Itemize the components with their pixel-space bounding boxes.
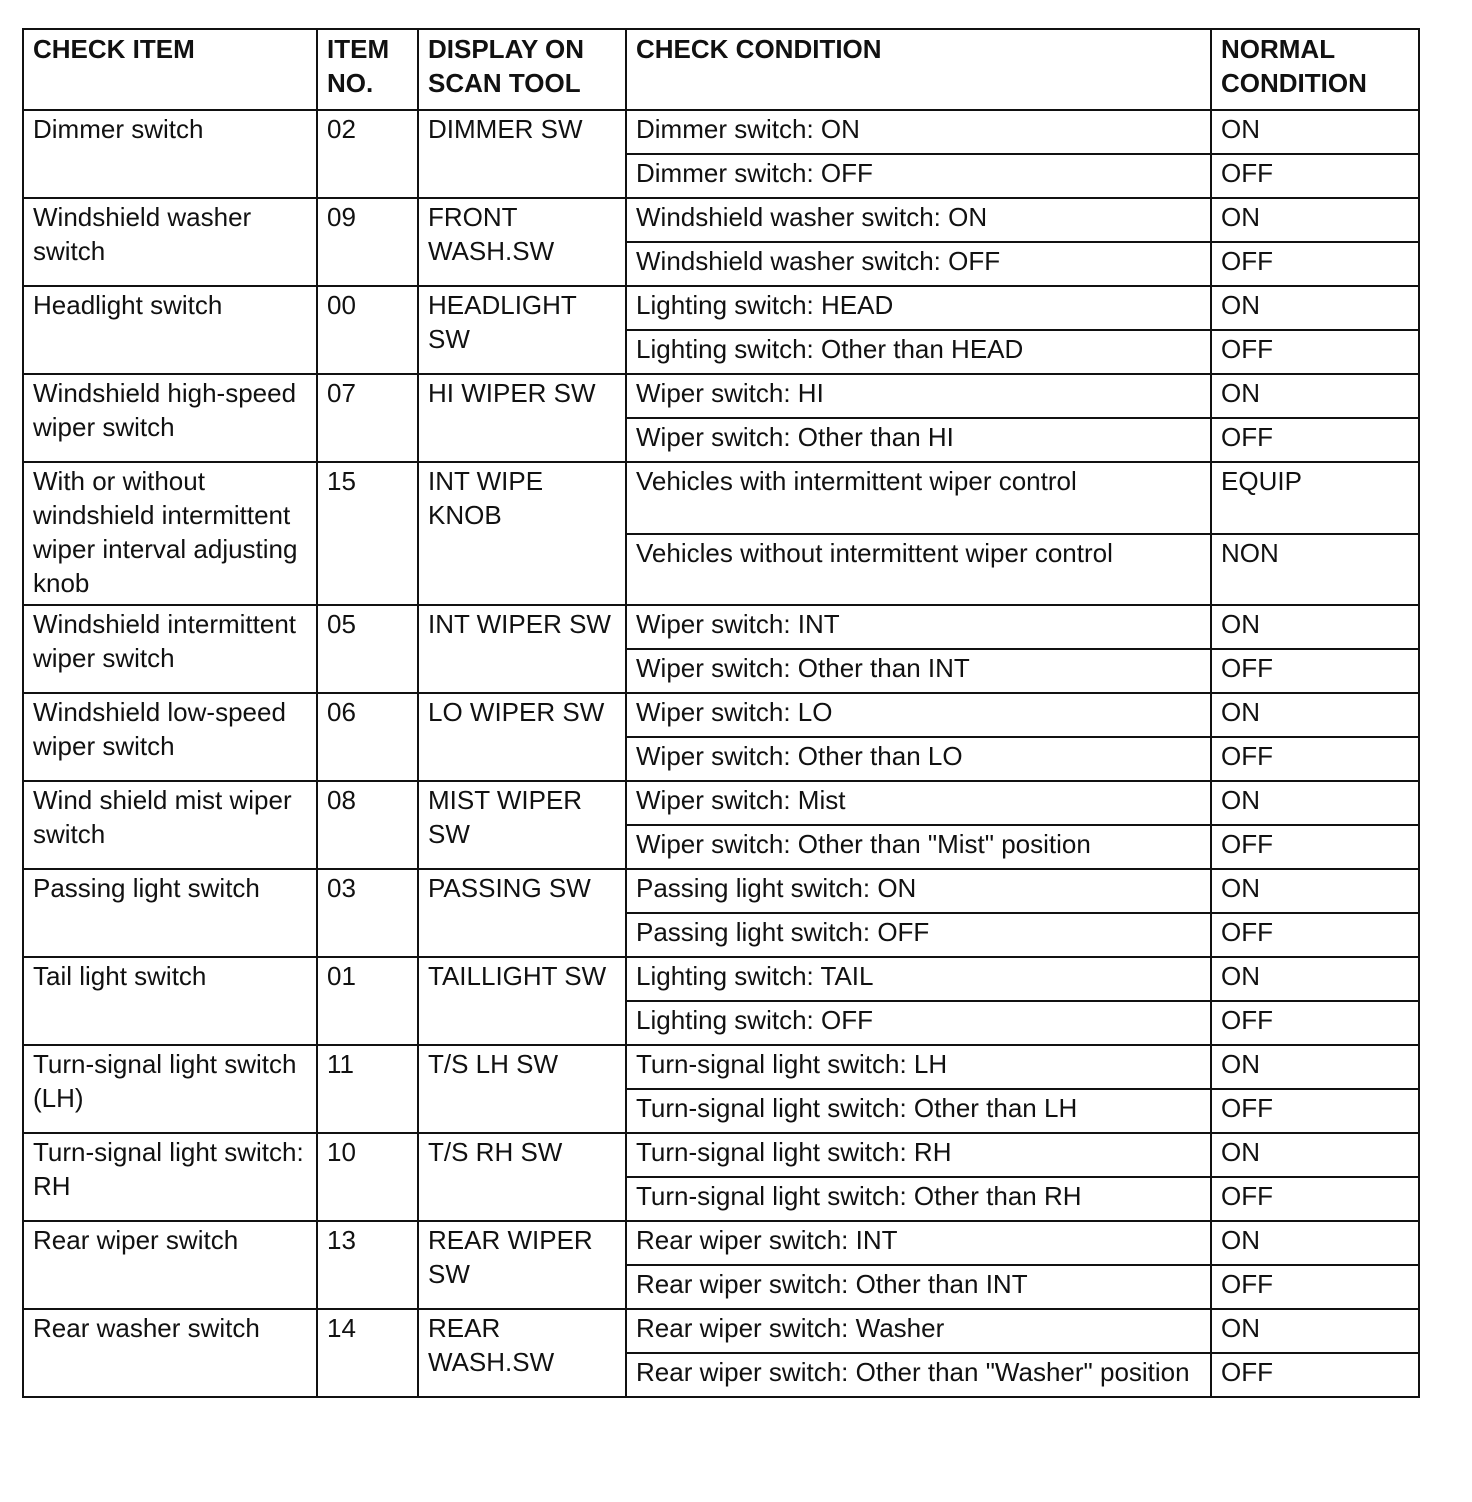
- table-row: [23, 110, 1419, 154]
- check-condition-cell: Wiper switch: LO: [626, 693, 1211, 737]
- check-condition-cell: Windshield washer switch: OFF: [626, 242, 1211, 286]
- check-condition-cell: Wiper switch: Other than INT: [626, 649, 1211, 693]
- table-row: [23, 957, 1419, 1001]
- item-no-cell: 06: [317, 693, 418, 781]
- normal-condition-cell: ON: [1211, 957, 1419, 1001]
- normal-condition-cell: OFF: [1211, 649, 1419, 693]
- check-item-cell: Headlight switch: [23, 286, 317, 374]
- display-cell: HEADLIGHT SW: [418, 286, 626, 374]
- display-cell: MIST WIPER SW: [418, 781, 626, 869]
- check-condition-cell: Turn-signal light switch: LH: [626, 1045, 1211, 1089]
- check-condition-cell: Dimmer switch: ON: [626, 110, 1211, 154]
- item-no-cell: 09: [317, 198, 418, 286]
- check-item-cell: Windshield washer switch: [23, 198, 317, 286]
- normal-condition-cell: OFF: [1211, 1265, 1419, 1309]
- normal-condition-cell: ON: [1211, 198, 1419, 242]
- header-display-on-scan-tool: DISPLAY ON SCAN TOOL: [418, 29, 626, 110]
- display-cell: DIMMER SW: [418, 110, 626, 198]
- table-row: [23, 198, 1419, 242]
- check-condition-cell: Wiper switch: Other than HI: [626, 418, 1211, 462]
- check-condition-cell: Wiper switch: HI: [626, 374, 1211, 418]
- display-cell: HI WIPER SW: [418, 374, 626, 462]
- item-no-cell: 11: [317, 1045, 418, 1133]
- item-no-cell: 02: [317, 110, 418, 198]
- table-row: [23, 374, 1419, 418]
- check-item-cell: Turn-signal light switch: RH: [23, 1133, 317, 1221]
- display-cell: INT WIPER SW: [418, 605, 626, 693]
- header-check-condition: CHECK CONDITION: [626, 29, 1211, 110]
- check-condition-cell: Wiper switch: Other than LO: [626, 737, 1211, 781]
- table-row: [23, 1133, 1419, 1177]
- normal-condition-cell: OFF: [1211, 825, 1419, 869]
- item-no-cell: 13: [317, 1221, 418, 1309]
- normal-condition-cell: OFF: [1211, 1089, 1419, 1133]
- normal-condition-cell: ON: [1211, 1221, 1419, 1265]
- item-no-cell: 05: [317, 605, 418, 693]
- normal-condition-cell: ON: [1211, 605, 1419, 649]
- display-cell: PASSING SW: [418, 869, 626, 957]
- check-condition-cell: Turn-signal light switch: Other than RH: [626, 1177, 1211, 1221]
- item-no-cell: 08: [317, 781, 418, 869]
- header-normal-condition: NORMAL CONDITION: [1211, 29, 1419, 110]
- normal-condition-cell: ON: [1211, 1045, 1419, 1089]
- normal-condition-cell: OFF: [1211, 330, 1419, 374]
- table-row: [23, 781, 1419, 825]
- table-row: [23, 869, 1419, 913]
- check-condition-cell: Wiper switch: Mist: [626, 781, 1211, 825]
- display-cell: FRONT WASH.SW: [418, 198, 626, 286]
- item-no-cell: 00: [317, 286, 418, 374]
- check-condition-cell: Windshield washer switch: ON: [626, 198, 1211, 242]
- normal-condition-cell: ON: [1211, 1133, 1419, 1177]
- check-condition-cell: Passing light switch: OFF: [626, 913, 1211, 957]
- check-item-cell: Passing light switch: [23, 869, 317, 957]
- header-item-no: ITEM NO.: [317, 29, 418, 110]
- table-row: [23, 1045, 1419, 1089]
- normal-condition-cell: ON: [1211, 869, 1419, 913]
- check-condition-cell: Lighting switch: HEAD: [626, 286, 1211, 330]
- check-condition-cell: Turn-signal light switch: Other than LH: [626, 1089, 1211, 1133]
- display-cell: REAR WASH.SW: [418, 1309, 626, 1397]
- normal-condition-cell: OFF: [1211, 737, 1419, 781]
- check-condition-cell: Vehicles with intermittent wiper control: [626, 462, 1211, 534]
- normal-condition-cell: ON: [1211, 781, 1419, 825]
- check-condition-cell: Lighting switch: TAIL: [626, 957, 1211, 1001]
- check-item-cell: With or without windshield intermittent wiper interval adjusting knob: [23, 462, 317, 605]
- display-cell: T/S LH SW: [418, 1045, 626, 1133]
- check-item-cell: Windshield intermittent wiper switch: [23, 605, 317, 693]
- normal-condition-cell: EQUIP: [1211, 462, 1419, 534]
- check-item-cell: Rear washer switch: [23, 1309, 317, 1397]
- check-condition-cell: Vehicles without intermittent wiper control: [626, 534, 1211, 606]
- check-condition-cell: Lighting switch: OFF: [626, 1001, 1211, 1045]
- normal-condition-cell: NON: [1211, 534, 1419, 606]
- header-check-item: CHECK ITEM: [23, 29, 317, 110]
- check-item-cell: Rear wiper switch: [23, 1221, 317, 1309]
- normal-condition-cell: OFF: [1211, 242, 1419, 286]
- table-row: [23, 462, 1419, 534]
- item-no-cell: 01: [317, 957, 418, 1045]
- normal-condition-cell: OFF: [1211, 1353, 1419, 1397]
- table-row: [23, 1221, 1419, 1265]
- normal-condition-cell: OFF: [1211, 154, 1419, 198]
- check-condition-cell: Dimmer switch: OFF: [626, 154, 1211, 198]
- display-cell: LO WIPER SW: [418, 693, 626, 781]
- item-no-cell: 07: [317, 374, 418, 462]
- check-item-cell: Dimmer switch: [23, 110, 317, 198]
- item-no-cell: 15: [317, 462, 418, 605]
- item-no-cell: 10: [317, 1133, 418, 1221]
- display-cell: T/S RH SW: [418, 1133, 626, 1221]
- table-row: [23, 693, 1419, 737]
- normal-condition-cell: ON: [1211, 374, 1419, 418]
- normal-condition-cell: OFF: [1211, 1177, 1419, 1221]
- normal-condition-cell: OFF: [1211, 418, 1419, 462]
- check-item-cell: Wind shield mist wiper switch: [23, 781, 317, 869]
- normal-condition-cell: OFF: [1211, 913, 1419, 957]
- item-no-cell: 03: [317, 869, 418, 957]
- check-condition-cell: Rear wiper switch: Other than "Washer" position: [626, 1353, 1211, 1397]
- display-cell: REAR WIPER SW: [418, 1221, 626, 1309]
- display-cell: INT WIPE KNOB: [418, 462, 626, 605]
- check-condition-cell: Wiper switch: INT: [626, 605, 1211, 649]
- check-condition-cell: Rear wiper switch: INT: [626, 1221, 1211, 1265]
- check-condition-cell: Rear wiper switch: Washer: [626, 1309, 1211, 1353]
- check-condition-cell: Passing light switch: ON: [626, 869, 1211, 913]
- check-condition-cell: Wiper switch: Other than "Mist" position: [626, 825, 1211, 869]
- check-item-cell: Windshield low-speed wiper switch: [23, 693, 317, 781]
- normal-condition-cell: ON: [1211, 1309, 1419, 1353]
- check-item-cell: Turn-signal light switch (LH): [23, 1045, 317, 1133]
- display-cell: TAILLIGHT SW: [418, 957, 626, 1045]
- check-item-cell: Windshield high-speed wiper switch: [23, 374, 317, 462]
- normal-condition-cell: OFF: [1211, 1001, 1419, 1045]
- normal-condition-cell: ON: [1211, 693, 1419, 737]
- check-condition-cell: Turn-signal light switch: RH: [626, 1133, 1211, 1177]
- check-item-table: [22, 28, 1420, 1398]
- normal-condition-cell: ON: [1211, 110, 1419, 154]
- table-row: [23, 1309, 1419, 1353]
- table-row: [23, 286, 1419, 330]
- check-condition-cell: Rear wiper switch: Other than INT: [626, 1265, 1211, 1309]
- item-no-cell: 14: [317, 1309, 418, 1397]
- table-row: [23, 605, 1419, 649]
- check-condition-cell: Lighting switch: Other than HEAD: [626, 330, 1211, 374]
- header-row: [23, 29, 1419, 110]
- normal-condition-cell: ON: [1211, 286, 1419, 330]
- check-item-cell: Tail light switch: [23, 957, 317, 1045]
